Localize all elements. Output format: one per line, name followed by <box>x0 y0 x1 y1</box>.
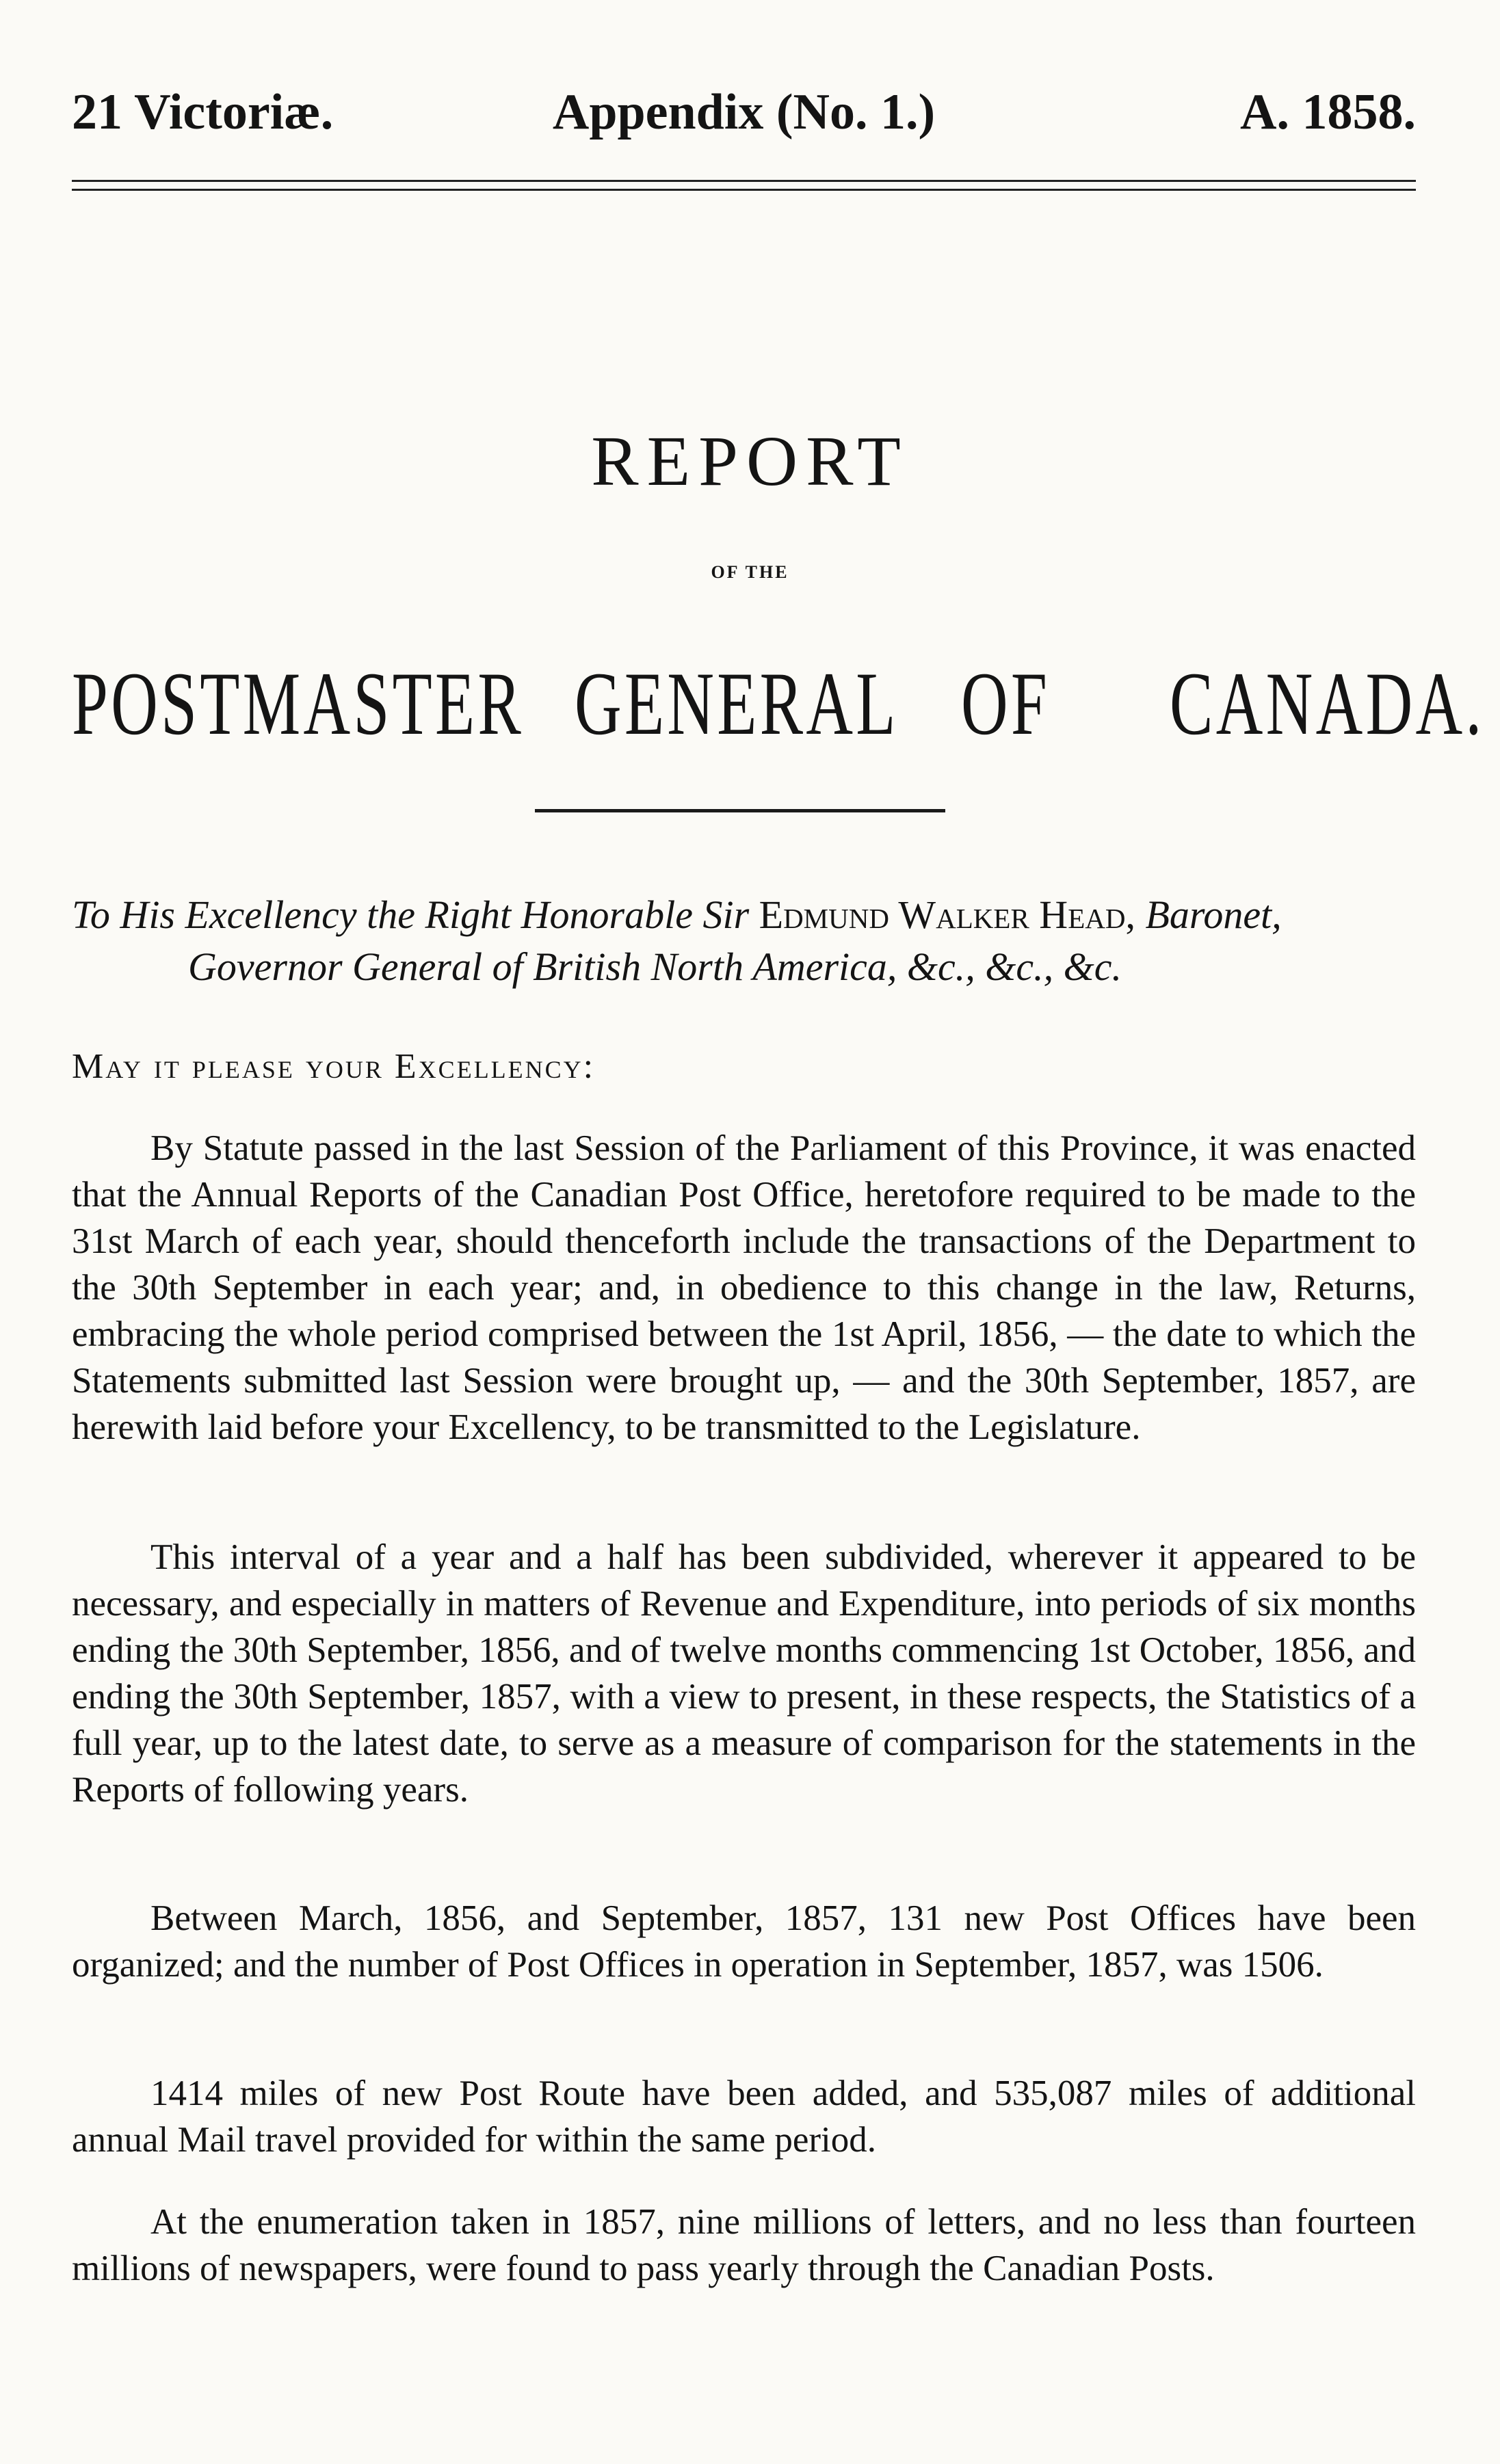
address-block <box>72 889 1416 993</box>
title-report: REPORT <box>591 422 909 501</box>
header-appendix: Appendix (No. 1.) <box>552 84 936 140</box>
header-double-rule <box>72 180 1416 191</box>
header-year: A. 1858. <box>1240 84 1416 140</box>
paragraph-enumeration <box>72 2199 1416 2292</box>
address-title: Baronet, <box>1145 892 1282 937</box>
title-of-the: OF THE <box>711 562 789 582</box>
paragraph-statute <box>72 1125 1416 1450</box>
address-prefix: To His Excellency the Right Honorable Sir <box>72 892 750 937</box>
paragraph-text: 1414 miles of new Post Route have been added, and 535,087 miles of additional annual Mail travel provided for within the same period. <box>72 2074 1416 2160</box>
title-word-general: GENERAL <box>575 653 899 754</box>
salutation: May it please your Excellency: <box>72 1047 596 1086</box>
title-word-of: OF <box>961 653 1051 754</box>
paragraph-text: This interval of a year and a half has been subdivided, wherever it appeared to be necessary, and especially in matters of Revenue and Expenditure, into periods of six months ending the 30th September, 1856, and of twelve months commencing 1st October, 1856, and ending the 30th September, 1857, with a view to present, in these respects, the Statistics of a full year, up to the latest date, to serve as a measure of comparison for the statements in the Reports of following years. <box>72 1537 1416 1810</box>
paragraph-interval <box>72 1534 1416 1813</box>
address-line-1 <box>72 889 1416 941</box>
paragraph-post-routes <box>72 2070 1416 2163</box>
running-header <box>72 83 1416 159</box>
title-word-canada: CANADA. <box>1170 653 1485 754</box>
header-regnal-year: 21 Victoriæ. <box>72 84 334 140</box>
paragraph-text: At the enumeration taken in 1857, nine millions of letters, and no less than fourteen millions of newspapers, were found to pass yearly through the Canadian Posts. <box>72 2202 1416 2288</box>
address-line-2: Governor General of British North America, &c., &c., &c. <box>188 944 1122 989</box>
title-word-postmaster: POSTMASTER <box>72 653 525 754</box>
paragraph-text: By Statute passed in the last Session of the Parliament of this Province, it was enacted that the Annual Reports of the Canadian Post Office, heretofore required to be made to the 31st March of each year, should thenceforth include the transactions of the Department to the 30th September in each year; and, in obedience to this change in the law, Returns, embracing the whole period comprised between the 1st April, 1856, — the date to which the Statements submitted last Session were brought up, — and the 30th September, 1857, are herewith laid before your Excellency, to be transmitted to the Legislature. <box>72 1128 1416 1447</box>
paragraph-text: Between March, 1856, and September, 1857, 131 new Post Offices have been organized; and the number of Post Offices in operation in September, 1857, was 1506. <box>72 1898 1416 1985</box>
address-name: Edmund Walker Head, <box>759 892 1135 937</box>
title-rule <box>535 809 945 812</box>
title-main <box>72 651 1485 754</box>
paragraph-post-offices <box>72 1895 1416 1988</box>
